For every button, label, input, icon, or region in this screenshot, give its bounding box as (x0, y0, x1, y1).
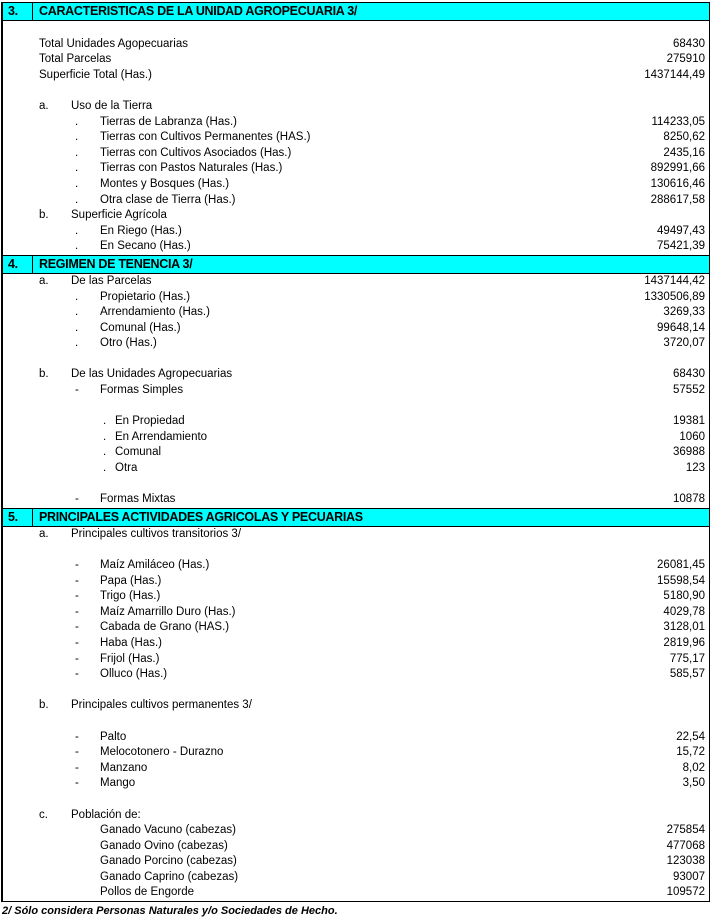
row-bullet: . (75, 240, 79, 253)
row-value: 109572 (666, 886, 705, 899)
data-row (3, 414, 709, 430)
data-row (3, 761, 709, 777)
row-bullet: b. (39, 368, 49, 381)
row-bullet: a. (39, 274, 49, 287)
row-label: En Propiedad (115, 415, 185, 428)
data-row (3, 305, 709, 321)
row-value: 10878 (673, 493, 705, 506)
blank-row (3, 352, 709, 368)
data-row (3, 224, 709, 240)
row-label: Ganado Vacuno (cabezas) (100, 824, 236, 837)
data-row (3, 321, 709, 337)
row-value: 3128,01 (663, 621, 705, 634)
row-bullet: . (75, 290, 79, 303)
row-value: 8250,62 (663, 131, 705, 144)
row-value: 275854 (666, 824, 705, 837)
row-label: Arrendamiento (Has.) (100, 306, 210, 319)
row-label: De las Parcelas (71, 274, 152, 287)
data-row (3, 37, 709, 53)
data-row (3, 492, 709, 508)
row-label: Superficie Agrícola (71, 209, 167, 222)
row-bullet: . (75, 193, 79, 206)
section-title: CARACTERISTICAS DE LA UNIDAD AGROPECUARIA 3/ (39, 4, 358, 18)
row-label: Mango (100, 777, 136, 790)
row-label: Olluco (Has.) (100, 668, 168, 681)
row-value: 36988 (673, 446, 705, 459)
blank-row (3, 399, 709, 415)
row-label: Maíz Amiláceo (Has.) (100, 559, 210, 571)
row-label: Cabada de Grano (HAS.) (100, 621, 230, 634)
data-row (3, 870, 709, 886)
row-value: 15,72 (676, 746, 705, 759)
row-value: 3720,07 (663, 337, 705, 350)
blank-row (3, 83, 709, 99)
data-row (3, 461, 709, 477)
footnote: 2/ Sólo considera Personas Naturales y/o Sociedades de Hecho. (2, 905, 338, 917)
data-row (3, 52, 709, 68)
blank-row (3, 21, 709, 37)
data-row (3, 776, 709, 792)
data-row (3, 430, 709, 446)
data-row (3, 239, 709, 255)
row-bullet: b. (39, 209, 49, 222)
row-value: 775,17 (669, 652, 705, 665)
row-value: 130616,46 (650, 177, 705, 190)
data-row (3, 636, 709, 652)
data-row (3, 605, 709, 621)
data-row (3, 274, 709, 290)
row-value: 22,54 (676, 730, 705, 743)
section-title: REGIMEN DE TENENCIA 3/ (39, 256, 193, 271)
row-value: 1437144,49 (644, 68, 705, 81)
row-bullet: - (75, 777, 79, 790)
section-header (3, 255, 709, 274)
data-row (3, 589, 709, 605)
row-value: 15598,54 (657, 574, 705, 587)
data-row (3, 208, 709, 224)
data-row (3, 445, 709, 461)
blank-row (3, 714, 709, 730)
blank-row (3, 792, 709, 808)
row-value: 1060 (679, 430, 705, 443)
row-label: En Arrendamiento (115, 430, 208, 443)
row-label: En Riego (Has.) (100, 224, 182, 237)
section-number: 4. (8, 256, 18, 271)
section-divider (32, 3, 33, 20)
row-label: Manzano (100, 761, 148, 774)
data-row (3, 99, 709, 115)
row-value: 49497,43 (657, 224, 705, 237)
row-label: Tierras de Labranza (Has.) (100, 115, 237, 128)
row-value: 93007 (673, 870, 705, 883)
row-bullet: - (75, 493, 79, 506)
row-label: En Secano (Has.) (100, 240, 191, 253)
row-value: 123038 (666, 855, 705, 868)
data-row (3, 558, 709, 574)
row-value: 19381 (673, 415, 705, 428)
data-row (3, 161, 709, 177)
data-row (3, 290, 709, 306)
data-row (3, 854, 709, 870)
row-value: 68430 (673, 368, 705, 381)
row-bullet: a. (39, 527, 49, 540)
data-row (3, 885, 709, 901)
row-label: Frijol (Has.) (100, 652, 160, 665)
section-header (3, 2, 709, 21)
row-value: 585,57 (669, 668, 705, 681)
row-bullet: . (75, 321, 79, 334)
data-row (3, 574, 709, 590)
row-bullet: . (103, 462, 107, 475)
row-value: 26081,45 (657, 559, 705, 571)
row-label: Total Unidades Agopecuarias (39, 37, 188, 50)
row-value: 114233,05 (651, 115, 705, 128)
row-value: 275910 (666, 53, 705, 66)
data-row (3, 527, 709, 543)
data-row (3, 745, 709, 761)
row-label: Ganado Ovino (cabezas) (100, 839, 228, 852)
data-row (3, 193, 709, 209)
row-value: 3,50 (682, 777, 705, 790)
row-value: 2435,16 (663, 146, 705, 159)
row-label: Otra clase de Tierra (Has.) (100, 193, 236, 206)
row-bullet: b. (39, 699, 49, 712)
data-row (3, 808, 709, 824)
row-label: Maíz Amarrillo Duro (Has.) (100, 605, 236, 618)
row-bullet: c. (39, 808, 48, 821)
row-bullet: . (103, 446, 107, 459)
row-bullet: . (75, 306, 79, 319)
row-label: Montes y Bosques (Has.) (100, 177, 230, 190)
row-label: Pollos de Engorde (100, 886, 194, 899)
row-label: Ganado Porcino (cabezas) (100, 855, 237, 868)
row-label: Población de: (71, 808, 141, 821)
row-bullet: . (103, 430, 107, 443)
data-row (3, 130, 709, 146)
row-bullet: - (75, 746, 79, 759)
row-label: Comunal (Has.) (100, 321, 181, 334)
section-divider (32, 509, 33, 526)
row-value: 892991,66 (650, 162, 705, 175)
row-label: De las Unidades Agropecuarias (71, 368, 233, 381)
data-row (3, 177, 709, 193)
row-value: 477068 (666, 839, 705, 852)
row-value: 1437144,42 (644, 274, 705, 287)
row-label: Haba (Has.) (100, 636, 162, 649)
row-bullet: . (75, 177, 79, 190)
row-value: 75421,39 (657, 240, 705, 253)
data-row (3, 336, 709, 352)
row-label: Superficie Total (Has.) (39, 68, 152, 81)
row-label: Uso de la Tierra (71, 99, 153, 112)
row-label: Tierras con Cultivos Permanentes (HAS.) (100, 131, 311, 144)
row-value: 123 (685, 462, 705, 475)
row-label: Tierras con Pastos Naturales (Has.) (100, 162, 283, 175)
row-label: Otro (Has.) (100, 337, 157, 350)
blank-row (3, 542, 709, 558)
row-bullet: . (75, 146, 79, 159)
row-label: Formas Mixtas (100, 493, 176, 506)
row-bullet: a. (39, 99, 49, 112)
row-label: Papa (Has.) (100, 574, 162, 587)
row-label: Melocotonero - Durazno (100, 746, 224, 759)
data-row (3, 383, 709, 399)
row-value: 1330506,89 (644, 290, 705, 303)
row-bullet: - (75, 621, 79, 634)
report-table (1, 2, 710, 902)
data-row (3, 115, 709, 131)
row-label: Total Parcelas (39, 53, 112, 66)
row-label: Tierras con Cultivos Asociados (Has.) (100, 146, 292, 159)
row-label: Comunal (115, 446, 162, 459)
row-value: 57552 (673, 384, 705, 397)
row-label: Principales cultivos transitorios 3/ (71, 527, 242, 540)
data-row (3, 367, 709, 383)
row-label: Ganado Caprino (cabezas) (100, 870, 239, 883)
section-title: PRINCIPALES ACTIVIDADES AGRICOLAS Y PECUARIAS (39, 509, 363, 524)
data-row (3, 698, 709, 714)
row-label: Trigo (Has.) (100, 590, 161, 603)
data-row (3, 839, 709, 855)
row-value: 99648,14 (657, 321, 705, 334)
row-label: Formas Simples (100, 384, 184, 397)
row-bullet: - (75, 730, 79, 743)
data-row (3, 667, 709, 683)
data-row (3, 652, 709, 668)
data-row (3, 620, 709, 636)
row-bullet: . (75, 337, 79, 350)
row-label: Propietario (Has.) (100, 290, 191, 303)
row-bullet: . (75, 131, 79, 144)
row-bullet: - (75, 590, 79, 603)
row-value: 2819,96 (663, 636, 705, 649)
row-label: Palto (100, 730, 127, 743)
row-label: Principales cultivos permanentes 3/ (71, 699, 252, 712)
row-value: 288617,58 (650, 193, 705, 206)
row-bullet: . (75, 162, 79, 175)
blank-row (3, 477, 709, 493)
row-value: 5180,90 (663, 590, 705, 603)
data-row (3, 68, 709, 84)
row-bullet: - (75, 668, 79, 681)
blank-row (3, 683, 709, 699)
data-row (3, 146, 709, 162)
row-bullet: - (75, 636, 79, 649)
row-bullet: - (75, 761, 79, 774)
section-number: 3. (8, 4, 18, 18)
row-value: 68430 (673, 37, 705, 50)
row-bullet: - (75, 652, 79, 665)
section-divider (32, 256, 33, 273)
row-value: 3269,33 (663, 306, 705, 319)
section-number: 5. (8, 509, 18, 524)
row-bullet: . (103, 415, 107, 428)
data-row (3, 730, 709, 746)
row-value: 4029,78 (663, 605, 705, 618)
row-bullet: - (75, 559, 79, 571)
data-row (3, 823, 709, 839)
row-bullet: - (75, 605, 79, 618)
section-header (3, 508, 709, 527)
row-bullet: . (75, 115, 79, 128)
row-bullet: - (75, 574, 79, 587)
row-label: Otra (115, 462, 138, 475)
row-value: 8,02 (682, 761, 705, 774)
row-bullet: - (75, 384, 79, 397)
row-bullet: . (75, 224, 79, 237)
